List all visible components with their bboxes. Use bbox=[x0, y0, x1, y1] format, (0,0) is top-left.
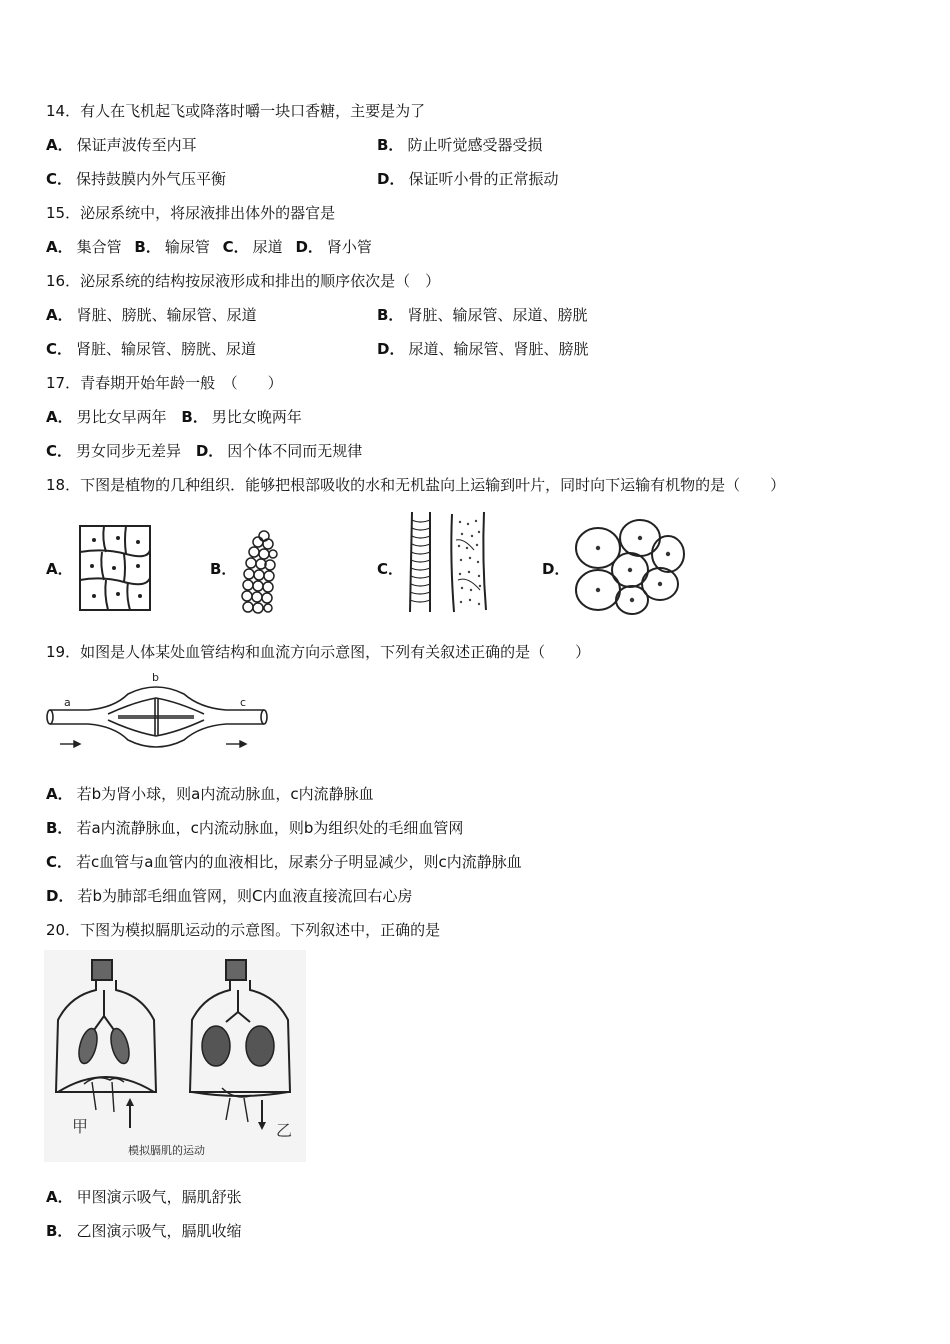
q17-option-b[interactable] bbox=[181, 408, 301, 426]
option-text: 肾小管 bbox=[326, 238, 372, 256]
q16-option-c[interactable] bbox=[46, 339, 256, 359]
q16-option-b[interactable] bbox=[377, 305, 587, 325]
q17-option-c[interactable] bbox=[46, 442, 181, 460]
option-letter: D． bbox=[295, 238, 323, 256]
label-b: b bbox=[152, 672, 159, 684]
q18-option-a-label[interactable]: A． bbox=[46, 560, 73, 578]
option-letter: B． bbox=[46, 819, 73, 837]
q17-stem: 17．青春期开始年龄一般 （ ） bbox=[46, 374, 283, 392]
option-text: 乙图演示吸气，膈肌收缩 bbox=[76, 1222, 242, 1240]
label-a: a bbox=[64, 696, 71, 709]
option-letter: B． bbox=[181, 408, 208, 426]
q16-stem: 16．泌尿系统的结构按尿液形成和排出的顺序依次是（ ） bbox=[46, 272, 441, 290]
q14-option-a[interactable] bbox=[46, 135, 197, 155]
q18-option-c-figure[interactable] bbox=[404, 510, 490, 614]
option-text: 肾脏、输尿管、尿道、膀胱 bbox=[407, 306, 588, 324]
q15-option-a[interactable] bbox=[46, 238, 122, 256]
q19-stem: 19．如图是人体某处血管结构和血流方向示意图，下列有关叙述正确的是（ ） bbox=[46, 643, 591, 661]
q17-options-row1 bbox=[46, 407, 302, 427]
option-letter: B． bbox=[46, 1222, 73, 1240]
q20-stem: 20．下图为模拟膈肌运动的示意图。下列叙述中，正确的是 bbox=[46, 921, 441, 939]
option-text: 若b为肺部毛细血管网，则C内血液直接流回右心房 bbox=[77, 887, 413, 905]
q14-option-b[interactable] bbox=[377, 135, 542, 155]
q19-vessel-diagram bbox=[44, 672, 272, 758]
option-letter: D． bbox=[195, 442, 224, 460]
option-letter: C． bbox=[46, 170, 73, 188]
option-letter: D． bbox=[377, 170, 405, 188]
option-text: 保证听小骨的正常振动 bbox=[408, 170, 559, 188]
q15-stem: 15．泌尿系统中，将尿液排出体外的器官是 bbox=[46, 204, 336, 222]
option-letter: D． bbox=[377, 340, 405, 358]
option-text: 若c血管与a血管内的血液相比，尿素分子明显减少，则c内流静脉血 bbox=[76, 853, 522, 871]
q18-option-b-figure[interactable] bbox=[238, 528, 284, 614]
option-text: 保持鼓膜内外气压平衡 bbox=[76, 170, 227, 188]
option-letter: A． bbox=[46, 785, 73, 803]
q20-diaphragm-model-figure bbox=[44, 950, 306, 1162]
q19-option-c[interactable] bbox=[46, 852, 522, 872]
q18-option-b-label[interactable]: B． bbox=[210, 560, 237, 578]
option-text: 集合管 bbox=[76, 238, 122, 256]
q18-stem: 18．下图是植物的几种组织．能够把根部吸收的水和无机盐向上运输到叶片，同时向下运输有机物的是（ ） bbox=[46, 476, 786, 494]
option-text: 肾脏、输尿管、膀胱、尿道 bbox=[76, 340, 257, 358]
q15-option-b[interactable] bbox=[134, 238, 209, 256]
q14-option-c[interactable] bbox=[46, 169, 226, 189]
q18-option-a-figure[interactable] bbox=[74, 522, 156, 614]
q14-option-d[interactable] bbox=[377, 169, 558, 189]
q17-option-d[interactable] bbox=[196, 442, 362, 460]
option-text: 因个体不同而无规律 bbox=[227, 442, 363, 460]
option-text: 尿道 bbox=[252, 238, 283, 256]
option-text: 男比女晚两年 bbox=[211, 408, 302, 426]
option-text: 男女同步无差异 bbox=[76, 442, 182, 460]
q16-option-d[interactable] bbox=[377, 339, 588, 359]
q19-option-d[interactable] bbox=[46, 886, 412, 906]
option-text: 男比女早两年 bbox=[76, 408, 167, 426]
q16-option-a[interactable] bbox=[46, 305, 257, 325]
label-yi: 乙 bbox=[276, 1121, 293, 1140]
option-text: 甲图演示吸气，膈肌舒张 bbox=[76, 1188, 242, 1206]
label-c: c bbox=[240, 696, 247, 709]
label-jia: 甲 bbox=[72, 1117, 89, 1136]
option-text: 若a内流静脉血，c内流动脉血，则b为组织处的毛细血管网 bbox=[76, 819, 464, 837]
option-letter: C． bbox=[46, 442, 73, 460]
option-letter: D． bbox=[46, 887, 74, 905]
q18-option-c-label[interactable]: C． bbox=[377, 560, 404, 578]
option-text: 肾脏、膀胱、输尿管、尿道 bbox=[76, 306, 257, 324]
option-text: 输尿管 bbox=[164, 238, 210, 256]
q15-options bbox=[46, 237, 372, 257]
q19-option-a[interactable] bbox=[46, 784, 374, 804]
q18-option-d-label[interactable]: D． bbox=[542, 560, 570, 578]
option-letter: C． bbox=[46, 853, 73, 871]
option-letter: B． bbox=[377, 136, 404, 154]
option-letter: A． bbox=[46, 1188, 73, 1206]
option-letter: B． bbox=[377, 306, 404, 324]
option-text: 防止听觉感受器受损 bbox=[407, 136, 543, 154]
q19-option-b[interactable] bbox=[46, 818, 463, 838]
q17-option-a[interactable] bbox=[46, 408, 167, 426]
option-letter: A． bbox=[46, 136, 73, 154]
q18-option-d-figure[interactable] bbox=[568, 514, 692, 616]
option-text: 尿道、输尿管、肾脏、膀胱 bbox=[408, 340, 589, 358]
figure-caption: 模拟膈肌的运动 bbox=[128, 1144, 205, 1157]
q15-option-d[interactable] bbox=[295, 238, 371, 256]
option-text: 若b为肾小球，则a内流动脉血，c内流静脉血 bbox=[76, 785, 374, 803]
option-letter: A． bbox=[46, 238, 73, 256]
q15-option-c[interactable] bbox=[223, 238, 283, 256]
option-letter: A． bbox=[46, 306, 73, 324]
q20-option-b[interactable] bbox=[46, 1221, 241, 1241]
q14-stem: 14．有人在飞机起飞或降落时嚼一块口香糖，主要是为了 bbox=[46, 102, 426, 120]
option-letter: A． bbox=[46, 408, 73, 426]
option-text: 保证声波传至内耳 bbox=[76, 136, 197, 154]
q17-options-row2 bbox=[46, 441, 362, 461]
option-letter: B． bbox=[134, 238, 161, 256]
option-letter: C． bbox=[222, 238, 249, 256]
q20-option-a[interactable] bbox=[46, 1187, 242, 1207]
option-letter: C． bbox=[46, 340, 73, 358]
